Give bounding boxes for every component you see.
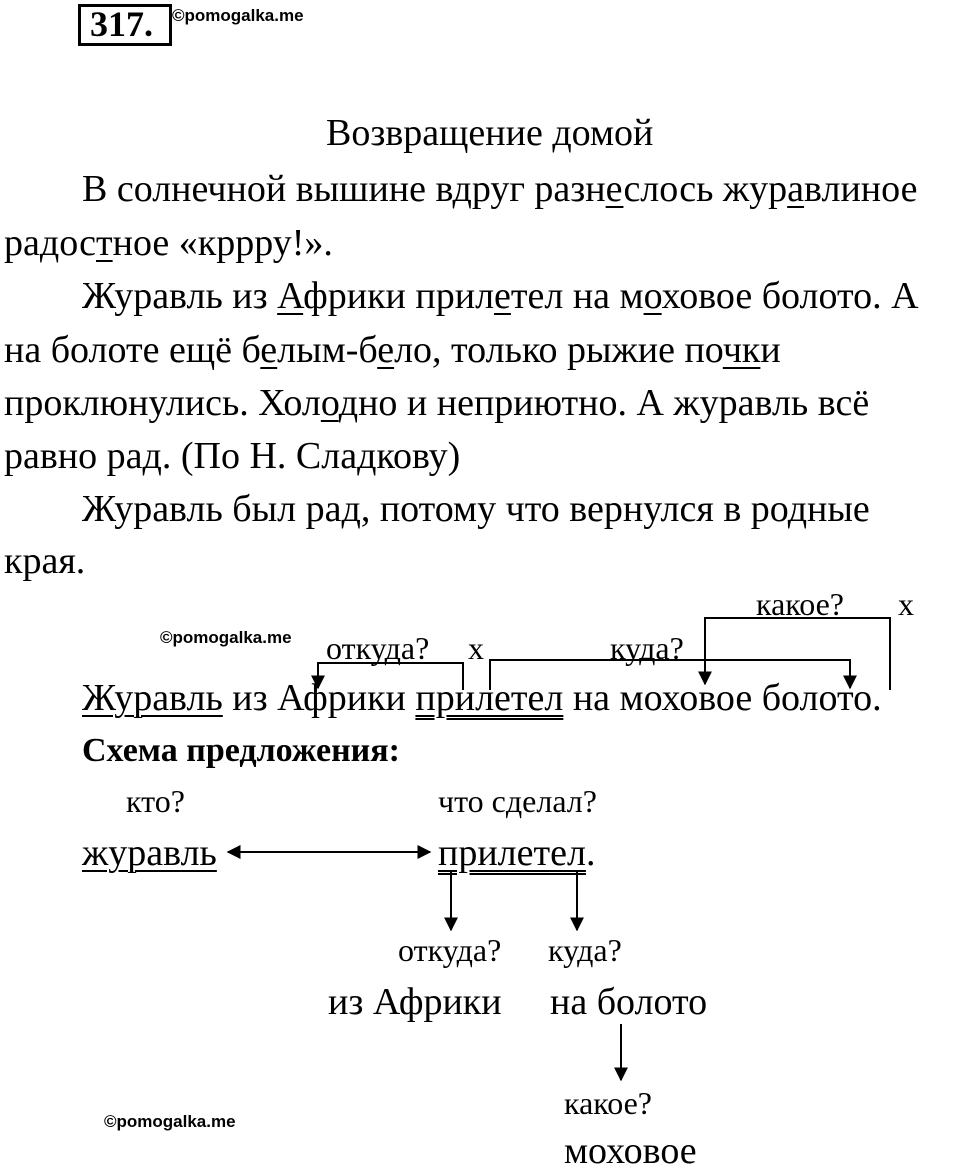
text-fragment: ховое болото. А xyxy=(661,275,919,317)
text-fragment: лым-б xyxy=(277,329,378,371)
scheme-subject: журавль xyxy=(82,832,217,874)
text-fragment: . (По Н. Сладкову) xyxy=(161,435,461,477)
underlined-letter: е xyxy=(260,329,278,371)
text-fragment: влиное xyxy=(804,168,918,210)
analysis-x-mark-1: x xyxy=(468,630,484,666)
scheme-heading: Схема предложения: xyxy=(82,732,400,769)
text-fragment: фрики прил xyxy=(303,275,495,317)
text-fragment: В солнечной вышине вдруг разн xyxy=(82,168,606,210)
text-fragment: Журавль был рад, потому что вернулся в родные xyxy=(82,488,870,530)
watermark-middle: ©pomogalka.me xyxy=(160,628,292,647)
underlined-letter: т xyxy=(96,222,113,264)
text-fragment: ло, только рыжие по xyxy=(394,329,723,371)
text-title: Возвращение домой xyxy=(326,112,654,154)
analysis-question-otkuda: откуда? xyxy=(326,630,430,666)
text-fragment: равно ра xyxy=(4,435,143,477)
analysis-predicate: прилетел xyxy=(415,677,564,719)
underlined-letter: А xyxy=(277,275,304,317)
exercise-dot: . xyxy=(144,4,153,44)
underlined-letter: е xyxy=(494,275,511,317)
scheme-mokhovoe: моховое xyxy=(564,1130,697,1172)
text-fragment: проклюнулись. Хол xyxy=(4,382,321,424)
text-fragment: дно и неприютно. А журавль всё xyxy=(338,382,870,424)
exercise-number: 317. xyxy=(90,4,153,44)
underlined-letter: чк xyxy=(722,329,761,371)
underlined-letter: о xyxy=(320,382,339,424)
text-fragment: и xyxy=(760,329,781,371)
analysis-x-mark-2: x xyxy=(898,586,914,622)
analysis-subject: Журавль xyxy=(82,677,223,719)
arrow-kakoe-analysis xyxy=(705,618,890,690)
scheme-question-kto: кто? xyxy=(126,783,185,819)
underlined-letter: е xyxy=(605,168,624,210)
text-fragment: Журавль из xyxy=(82,275,278,317)
underlined-letter: д xyxy=(142,435,162,477)
text-fragment: на болоте ещё б xyxy=(4,329,261,371)
text-fragment: слось жур xyxy=(623,168,788,210)
analysis-iz-afriki: из Африки xyxy=(222,677,416,719)
watermark-top: ©pomogalka.me xyxy=(172,6,304,25)
underlined-letter: о xyxy=(643,275,662,317)
arrow-otkuda-analysis xyxy=(318,663,463,690)
watermark-bottom: ©pomogalka.me xyxy=(104,1112,236,1131)
arrow-kuda-analysis xyxy=(490,660,850,690)
text-fragment: ное «кррру!». xyxy=(112,222,333,264)
scheme-question-kuda: куда? xyxy=(548,932,622,968)
text-fragment: края. xyxy=(4,540,86,582)
scheme-na-boloto: на болото xyxy=(550,981,708,1023)
scheme-question-kakoe: какое? xyxy=(564,1085,652,1121)
analysis-rest: на моховое болото. xyxy=(563,677,882,719)
scheme-question-otkuda: откуда? xyxy=(398,932,502,968)
analysis-question-kakoe: какое? xyxy=(756,586,844,622)
scheme-predicate: прилетел. xyxy=(438,832,596,874)
scheme-iz-afriki: из Африки xyxy=(328,981,502,1023)
text-fragment: радос xyxy=(4,222,97,264)
scheme-question-chto-sdelal: что сделал? xyxy=(438,783,597,819)
text-fragment: тел на м xyxy=(510,275,644,317)
underlined-letter: а xyxy=(787,168,805,210)
analysis-question-kuda: куда? xyxy=(610,630,684,666)
underlined-letter: е xyxy=(377,329,395,371)
